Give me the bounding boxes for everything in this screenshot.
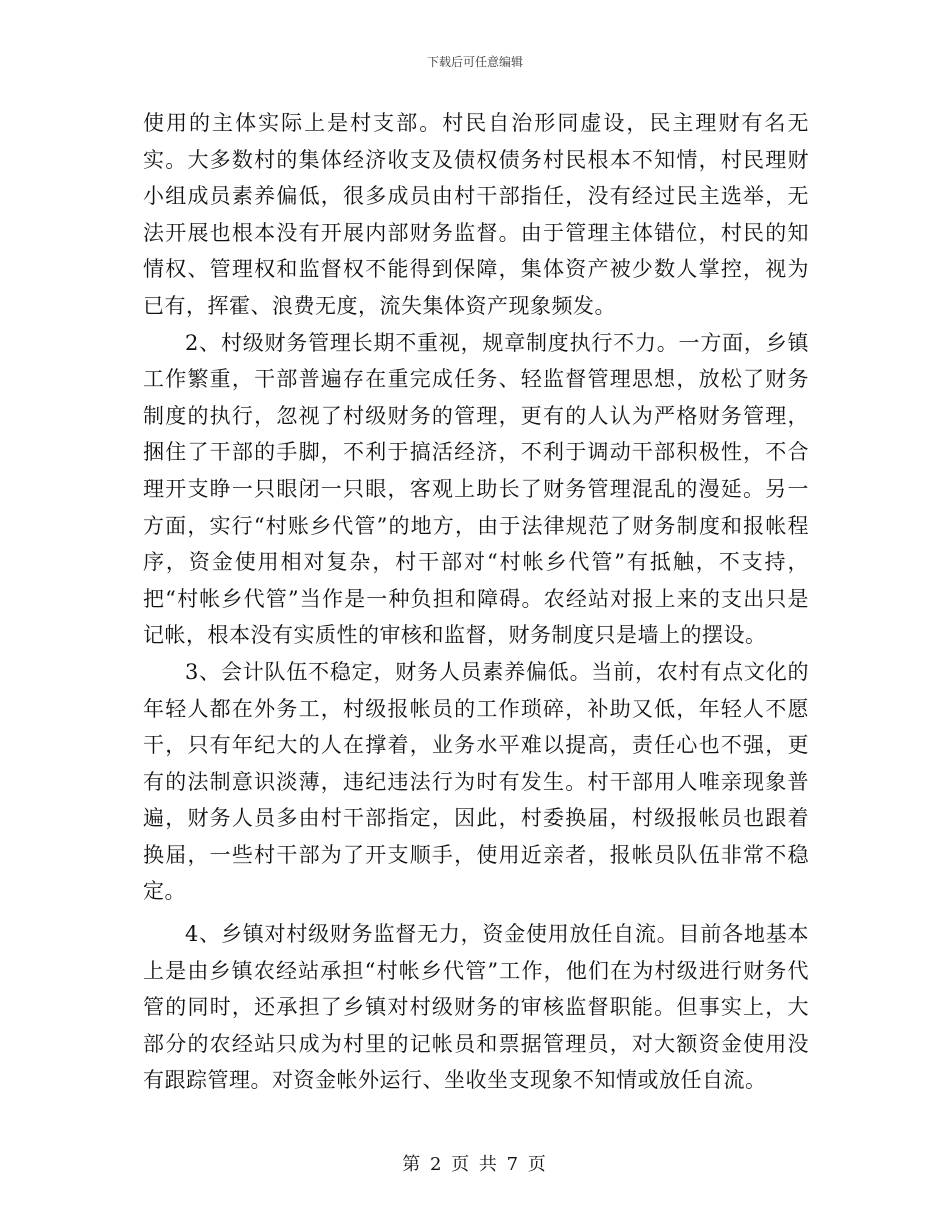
page-number-footer: 第 2 页 共 7 页	[402, 1154, 548, 1175]
paragraph-item-4: 4、乡镇对村级财务监督无力，资金使用放任自流。目前各地基本上是由乡镇农经站承担“村帐乡代管”工作，他们在为村级进行财务代管的同时，还承担了乡镇对村级财务的审核监督职能。但事实上，大部分的农经站只成为村里的记帐员和票据管理员，对大额资金使用没有跟踪管理。对资金帐外运行、坐收坐支现象不知情或放任自流。	[143, 922, 809, 1093]
paragraph-item-3: 3、会计队伍不稳定，财务人员素养偏低。当前，农村有点文化的年轻人都在外务工，村级报帐员的工作琐碎，补助又低，年轻人不愿干，只有年纪大的人在撑着，业务水平难以提高，责任心也不强，更有的法制意识淡薄，违纪违法行为时有发生。村干部用人唯亲现象普遍，财务人员多由村干部指定，因此，村委换届，村级报帐员也跟着换届，一些村干部为了开支顺手，使用近亲者，报帐员队伍非常不稳定。	[143, 659, 809, 904]
paragraph-continuation: 使用的主体实际上是村支部。村民自治形同虚设，民主理财有名无实。大多数村的集体经济收支及债权债务村民根本不知情，村民理财小组成员素养偏低，很多成员由村干部指任，没有经过民主选举，无法开展也根本没有开展内部财务监督。由于管理主体错位，村民的知情权、管理权和监督权不能得到保障，集体资产被少数人掌控，视为已有，挥霍、浪费无度，流失集体资产现象频发。	[143, 111, 809, 318]
document-body	[143, 105, 809, 1099]
paragraph-item-2: 2、村级财务管理长期不重视，规章制度执行不力。一方面，乡镇工作繁重，干部普遍存在重完成任务、轻监督管理思想，放松了财务制度的执行，忽视了村级财务的管理，更有的人认为严格财务管理，捆住了干部的手脚，不利于搞活经济，不利于调动干部积极性，不合理开支睁一只眼闭一只眼，客观上助长了财务管理混乱的漫延。另一方面，实行“村账乡代管”的地方，由于法律规范了财务制度和报帐程序，资金使用相对复杂，村干部对“村帐乡代管”有抵触，不支持，把“村帐乡代管”当作是一种负担和障碍。农经站对报上来的支出只是记帐，根本没有实质性的审核和监督，财务制度只是墙上的摆设。	[143, 330, 809, 648]
page-header: 下载后可任意编辑	[426, 55, 523, 69]
